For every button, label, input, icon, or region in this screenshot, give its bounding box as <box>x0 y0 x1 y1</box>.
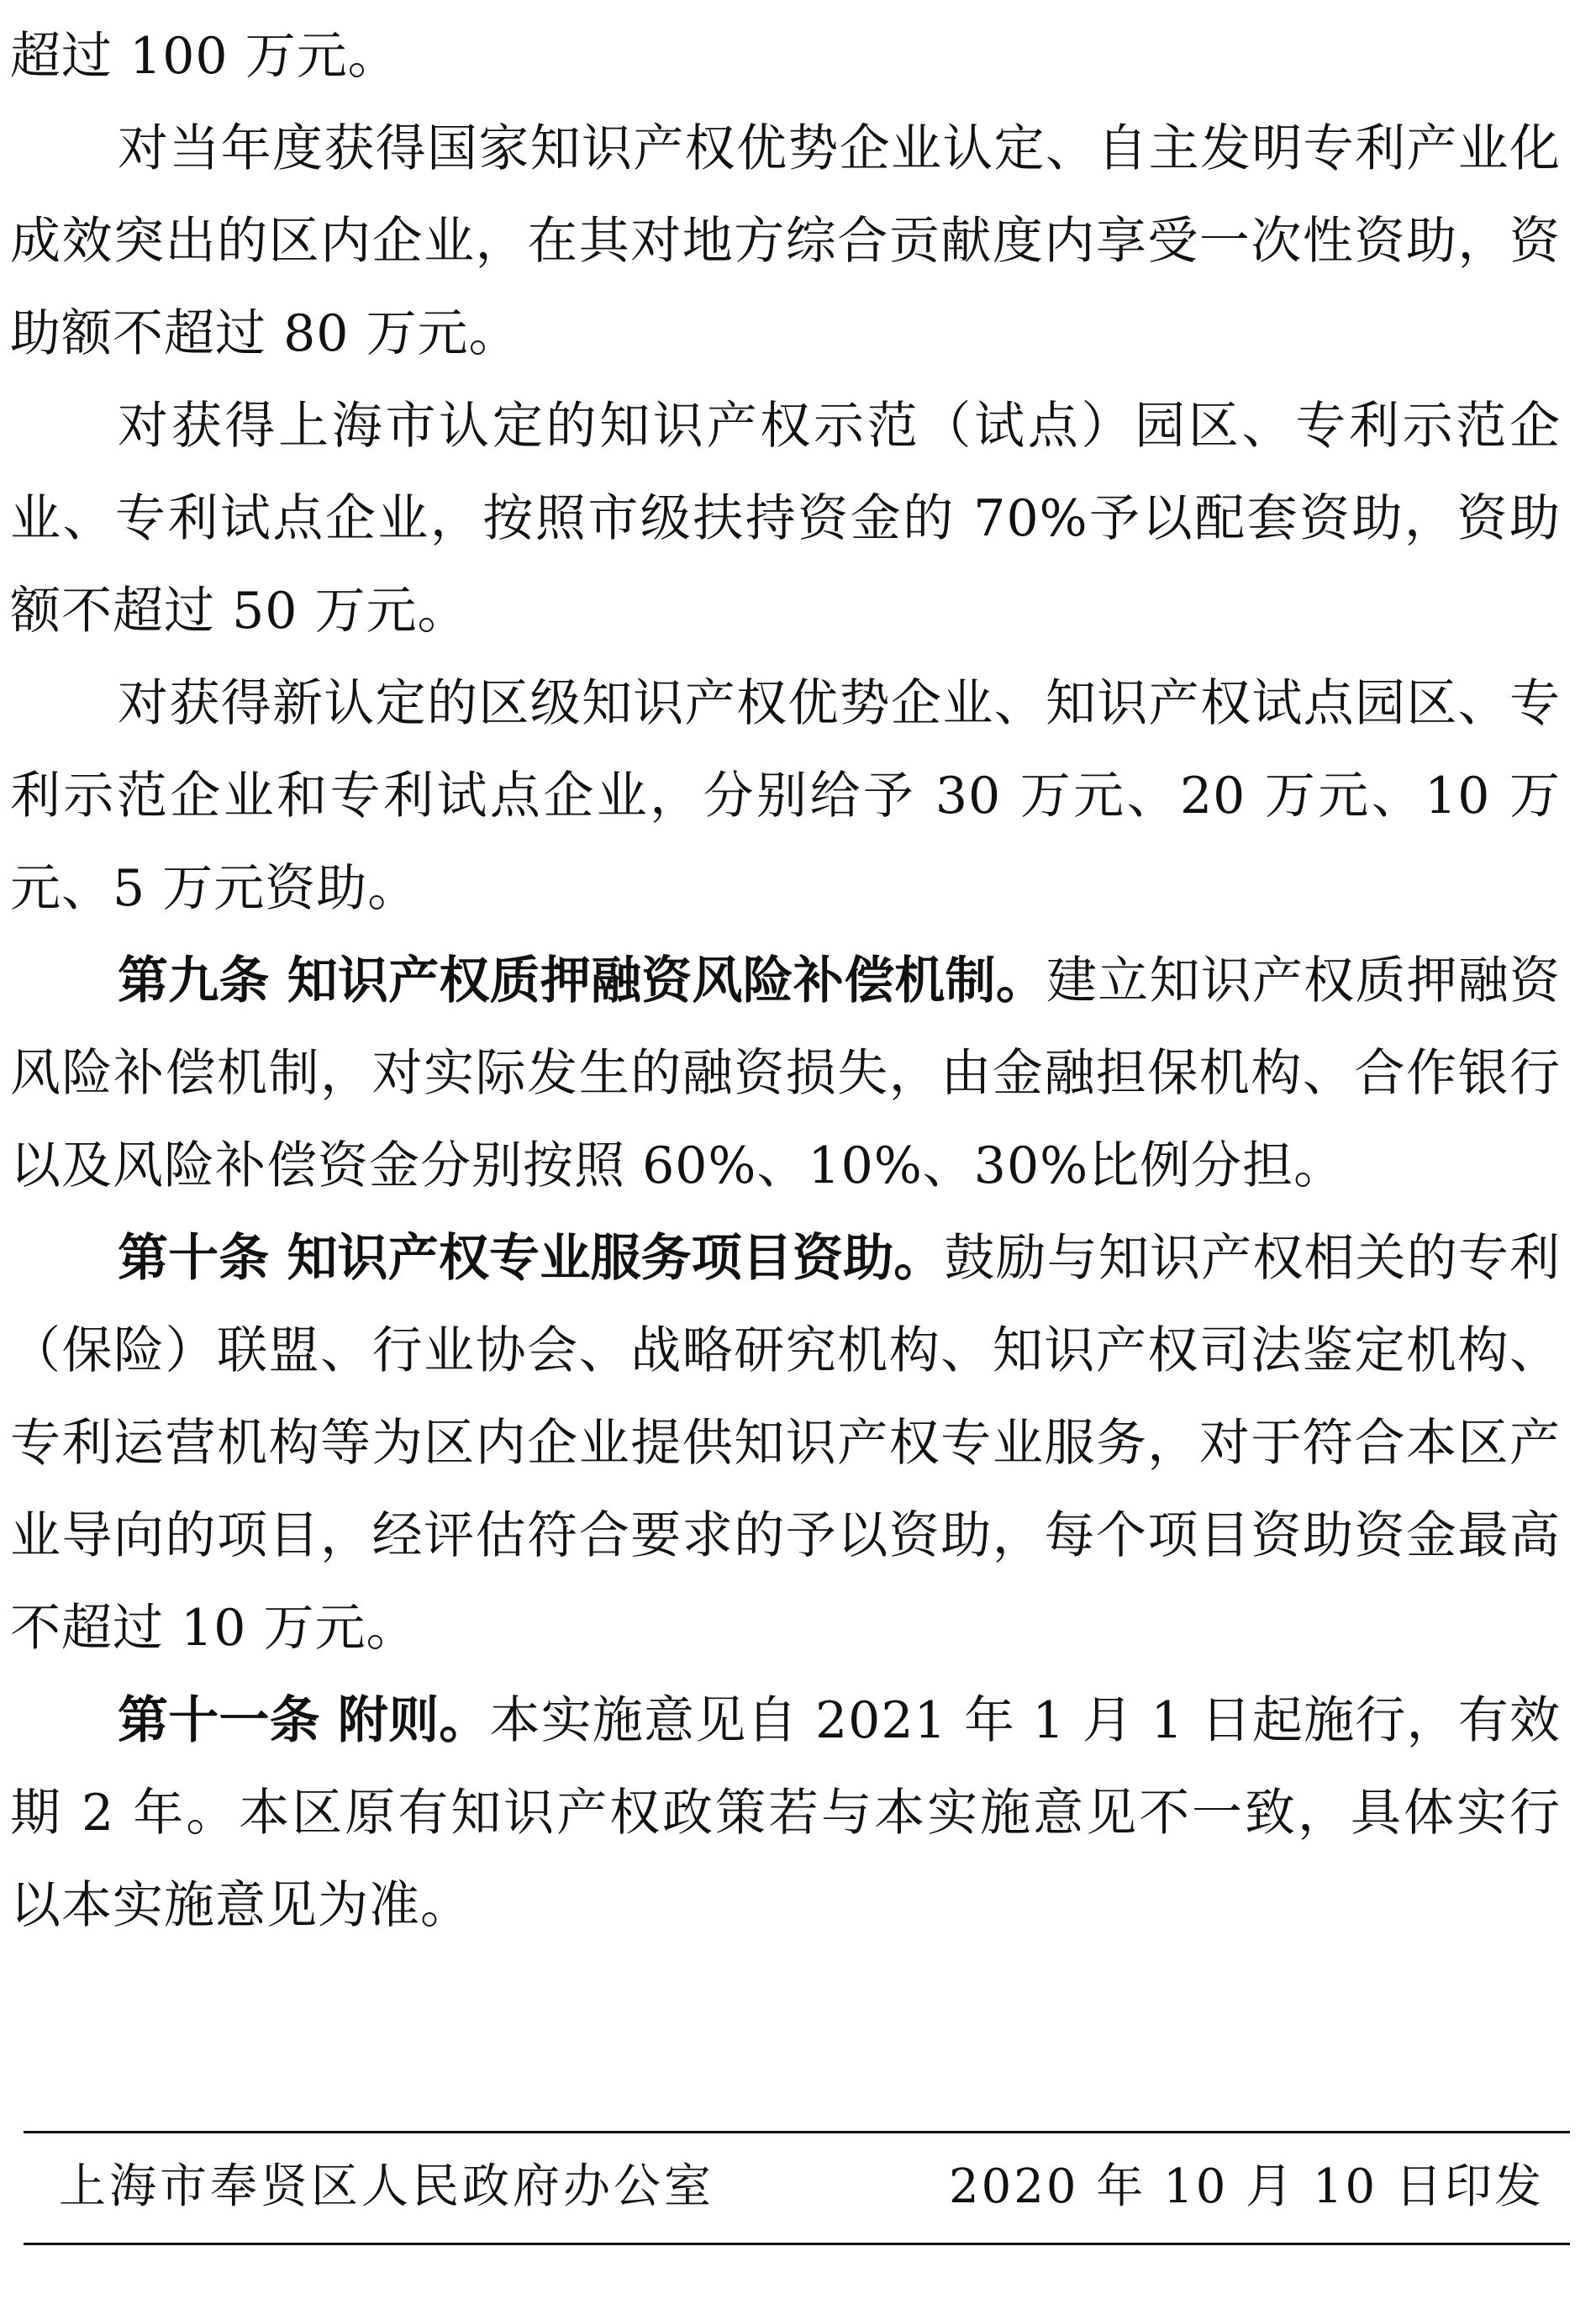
document-body <box>10 10 1561 1952</box>
article-11 <box>10 1674 1561 1952</box>
article-heading: 第九条 知识产权质押融资风险补偿机制。 <box>118 952 1047 1010</box>
paragraph-text: 对获得上海市认定的知识产权示范（试点）园区、专利示范企业、专利试点企业，按照市级扶持资金的 70%予以配套资助，资助额不超过 50 万元。 <box>10 397 1561 641</box>
article-text: 本实施意见自 2021 年 1 月 1 日起施行，有效期 2 年。本区原有知识产权政策若与本实施意见不一致，具体实行以本实施意见为准。 <box>10 1691 1561 1935</box>
footer-bottom-rule <box>24 2243 1570 2245</box>
footer-print-date: 2020 年 10 月 10 日印发 <box>948 2159 1544 2214</box>
article-10 <box>10 1212 1561 1674</box>
footer-top-rule <box>24 2131 1570 2133</box>
article-heading: 第十条 知识产权专业服务项目资助。 <box>118 1229 945 1288</box>
article-heading: 第十一条 附则。 <box>118 1691 490 1750</box>
paragraph-text: 对当年度获得国家知识产权优势企业认定、自主发明专利产业化成效突出的区内企业，在其对地方综合贡献度内享受一次性资助，资助额不超过 80 万元。 <box>10 119 1561 363</box>
paragraph-continuation <box>10 10 1561 103</box>
paragraph-national-advantage <box>10 103 1561 380</box>
paragraph-district-recognition <box>10 657 1561 935</box>
footer-issuer: 上海市奉贤区人民政府办公室 <box>59 2159 714 2214</box>
paragraph-text: 超过 100 万元。 <box>10 27 399 86</box>
article-9 <box>10 935 1561 1212</box>
article-text: 鼓励与知识产权相关的专利（保险）联盟、行业协会、战略研究机构、知识产权司法鉴定机构、专利运营机构等为区内企业提供知识产权专业服务，对于符合本区产业导向的项目，经评估符合要求的予以资助，每个项目资助资金最高不超过 10 万元。 <box>10 1229 1562 1658</box>
paragraph-text: 对获得新认定的区级知识产权优势企业、知识产权试点园区、专利示范企业和专利试点企业，分别给予 30 万元、20 万元、10 万元、5 万元资助。 <box>10 674 1561 918</box>
article-text: 建立知识产权质押融资风险补偿机制，对实际发生的融资损失，由金融担保机构、合作银行以及风险补偿资金分别按照 60%、10%、30%比例分担。 <box>10 952 1562 1195</box>
paragraph-shanghai-demonstration <box>10 380 1561 657</box>
